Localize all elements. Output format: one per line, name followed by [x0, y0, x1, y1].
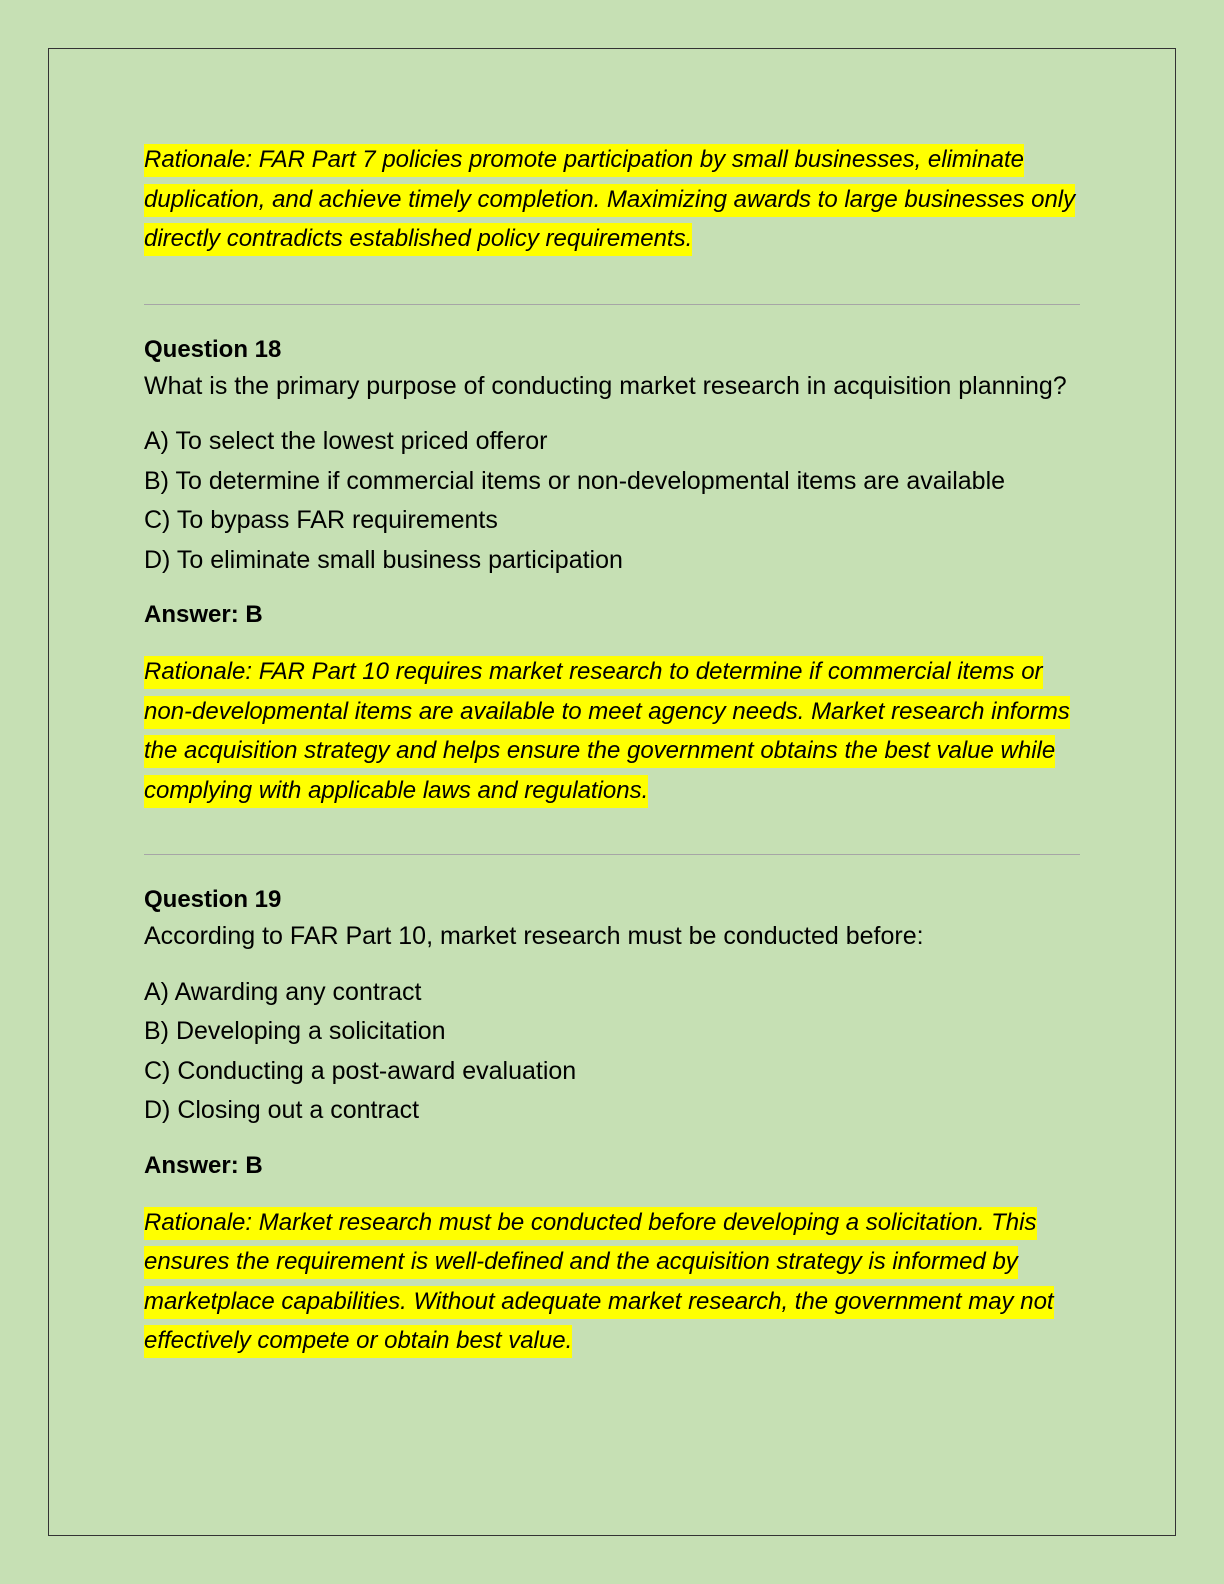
rationale-q17-text: Rationale: FAR Part 7 policies promote participation by small businesses, eliminate duplication, and achieve timely completion. Maximizing awards to large businesses only directly contradicts established policy requirements.: [144, 144, 1075, 256]
option-b: B) To determine if commercial items or non-developmental items are available: [144, 466, 1006, 495]
rationale-q18-text: Rationale: FAR Part 10 requires market research to determine if commercial items or non-developmental items are available to meet agency needs. Market research informs the acquisition strategy and helps ensure the government obtains the best value while complying with applicable laws and regulations.: [144, 656, 1070, 808]
option-a: A) Awarding any contract: [144, 977, 422, 1006]
rationale-q19-text: Rationale: Market research must be conducted before developing a solicitation. This ensures the requirement is well-defined and the acquisition strategy is informed by marketplace capabilities. Without adequate market research, the government may not effectively compete or obtain best value.: [144, 1207, 1054, 1359]
question-title: Question 18: [144, 335, 282, 363]
rationale-q17: [144, 140, 1080, 259]
question-text: According to FAR Part 10, market research must be conducted before:: [144, 922, 924, 950]
question-text: What is the primary purpose of conducting market research in acquisition planning?: [144, 371, 1067, 400]
option-b: B) Developing a solicitation: [144, 1017, 446, 1045]
question-18: [144, 335, 1080, 811]
answer-label: Answer: B: [144, 601, 263, 628]
answer-options: [144, 973, 1080, 1131]
option-a: A) To select the lowest priced offeror: [144, 427, 548, 455]
rationale-q18: [144, 652, 1080, 810]
answer-label: Answer: B: [144, 1151, 263, 1179]
section-divider: [144, 854, 1080, 855]
option-c: C) Conducting a post-award evaluation: [144, 1056, 577, 1085]
option-d: D) To eliminate small business participation: [144, 545, 623, 574]
question-19: [144, 885, 1080, 1361]
section-divider: [144, 304, 1080, 305]
option-c: C) To bypass FAR requirements: [144, 506, 498, 534]
answer-options: [144, 422, 1080, 580]
document-content: [144, 140, 1080, 1361]
option-d: D) Closing out a contract: [144, 1096, 420, 1124]
question-title: Question 19: [144, 886, 282, 913]
rationale-q19: [144, 1203, 1080, 1361]
